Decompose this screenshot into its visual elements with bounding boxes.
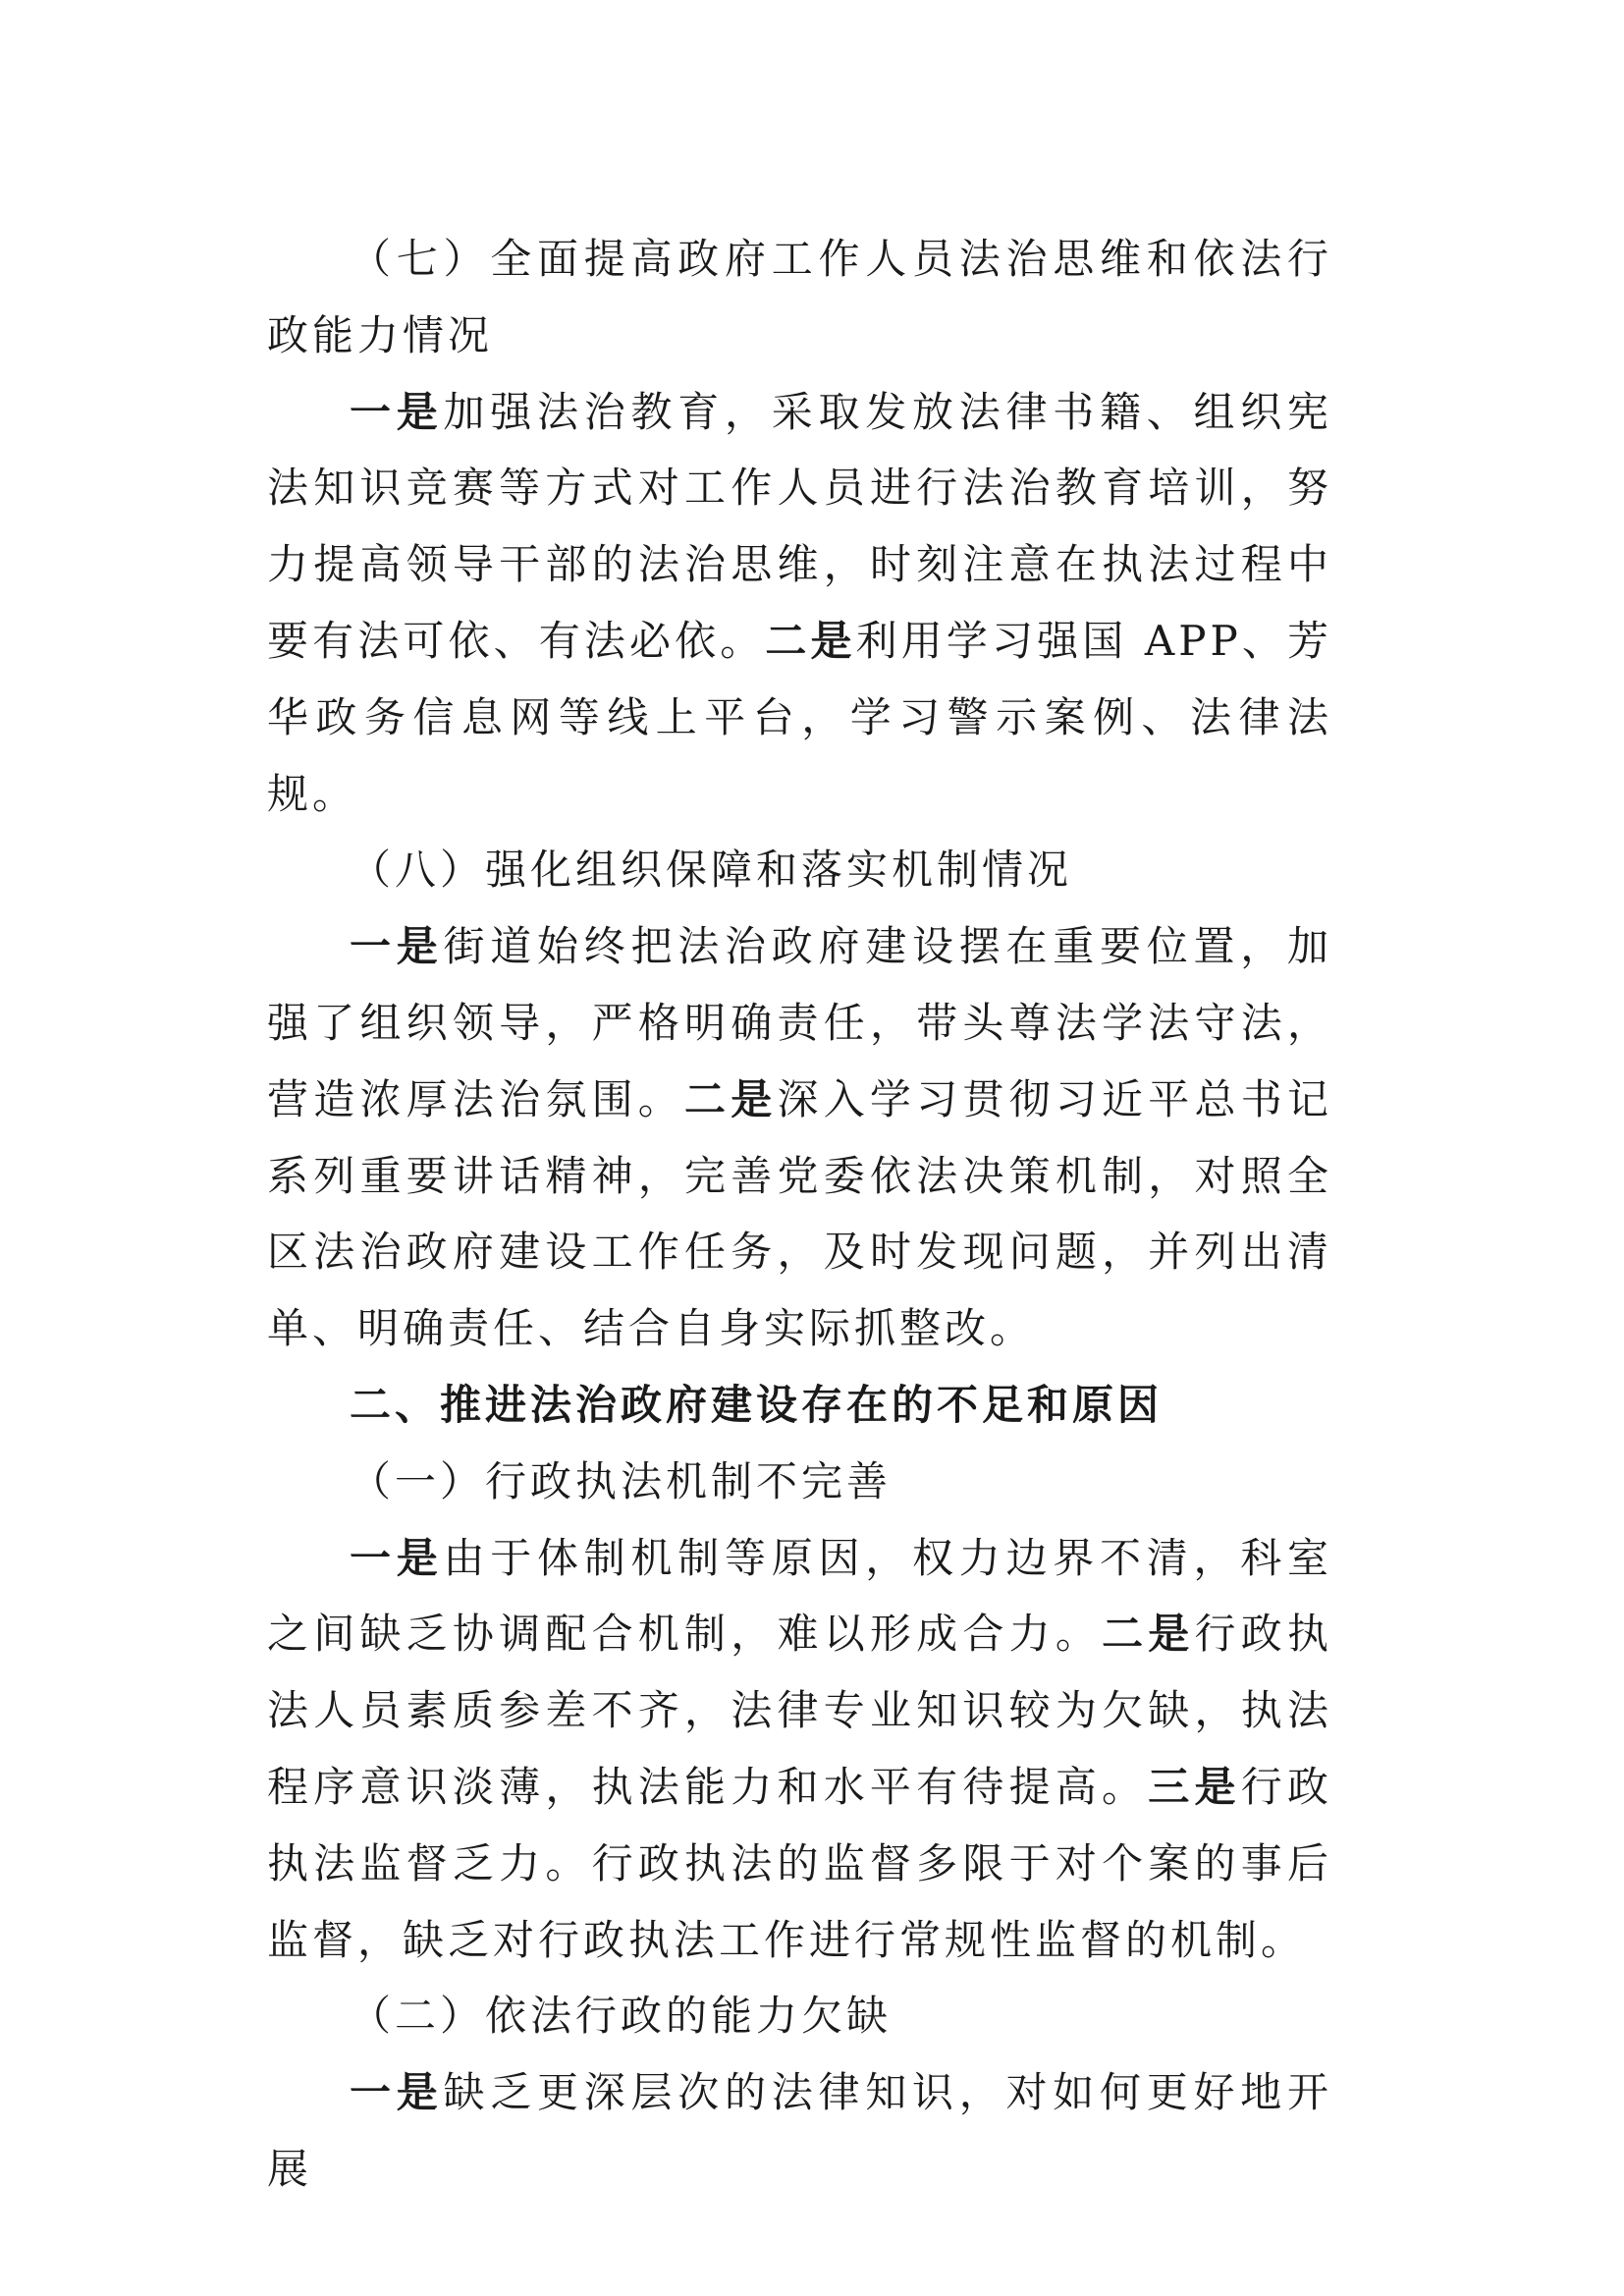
item-text-1: 加强法治教育，采取发放法律书籍、组织宪法知识竞赛等方式对工作人员进行法治教育培训，努力提高领导干部的法治思维，时刻注意在执法过程中要有法可依、有法必依。: [267, 387, 1332, 665]
item-text-2: 利用学习强国 APP、芳华政务信息网等线上平台，学习警示案例、法律法规。: [267, 616, 1332, 818]
subsection-2-paragraph: [267, 2054, 1332, 2208]
item-text-1: 由于体制机制等原因，权力边界不清，科室之间缺乏协调配合机制，难以形成合力。: [267, 1533, 1332, 1659]
item-lead-1: 一是: [350, 922, 444, 971]
item-text-3: 行政执法监督乏力。行政执法的监督多限于对个案的事后监督，缺乏对行政执法工作进行常规性监督的机制。: [267, 1762, 1332, 1964]
subsection-1-paragraph: [267, 1520, 1332, 1979]
part-2-title: 二、推进法治政府建设存在的不足和原因: [350, 1380, 1164, 1429]
subsection-heading-1: （一）行政执法机制不完善: [350, 1456, 893, 1505]
item-lead-1: 一是: [350, 1533, 444, 1582]
item-lead-1: 一是: [350, 2068, 444, 2117]
item-lead-3: 三是: [1148, 1762, 1241, 1811]
subsection-heading-2: （二）依法行政的能力欠缺: [350, 1992, 893, 2041]
item-text-1: 街道始终把法治政府建设摆在重要位置，加强了组织领导，严格明确责任，带头尊法学法守法，营造浓厚法治氛围。: [267, 922, 1332, 1123]
item-lead-1: 一是: [350, 387, 444, 436]
item-text-2: 深入学习贯彻习近平总书记系列重要讲话精神，完善党委依法决策机制，对照全区法治政府建设工作任务，及时发现问题，并列出清单、明确责任、结合自身实际抓整改。: [267, 1074, 1332, 1353]
section-heading-8: （八）强化组织保障和落实机制情况: [350, 846, 1073, 895]
section-8-paragraph: [267, 908, 1332, 1367]
item-text-1: 缺乏更深层次的法律知识，对如何更好地开展: [267, 2068, 1332, 2193]
item-lead-2: 二是: [765, 616, 856, 665]
item-text-2: 行政执法人员素质参差不齐，法律专业知识较为欠缺，执法程序意识淡薄，执法能力和水平有待提高。: [267, 1610, 1332, 1811]
section-7-paragraph: [267, 374, 1332, 833]
document-body: [267, 221, 1332, 2208]
section-heading-7: （七）全面提高政府工作人员法治思维和依法行政能力情况: [267, 235, 1332, 359]
item-lead-2: 二是: [1102, 1610, 1195, 1659]
item-lead-2: 二是: [684, 1074, 778, 1123]
